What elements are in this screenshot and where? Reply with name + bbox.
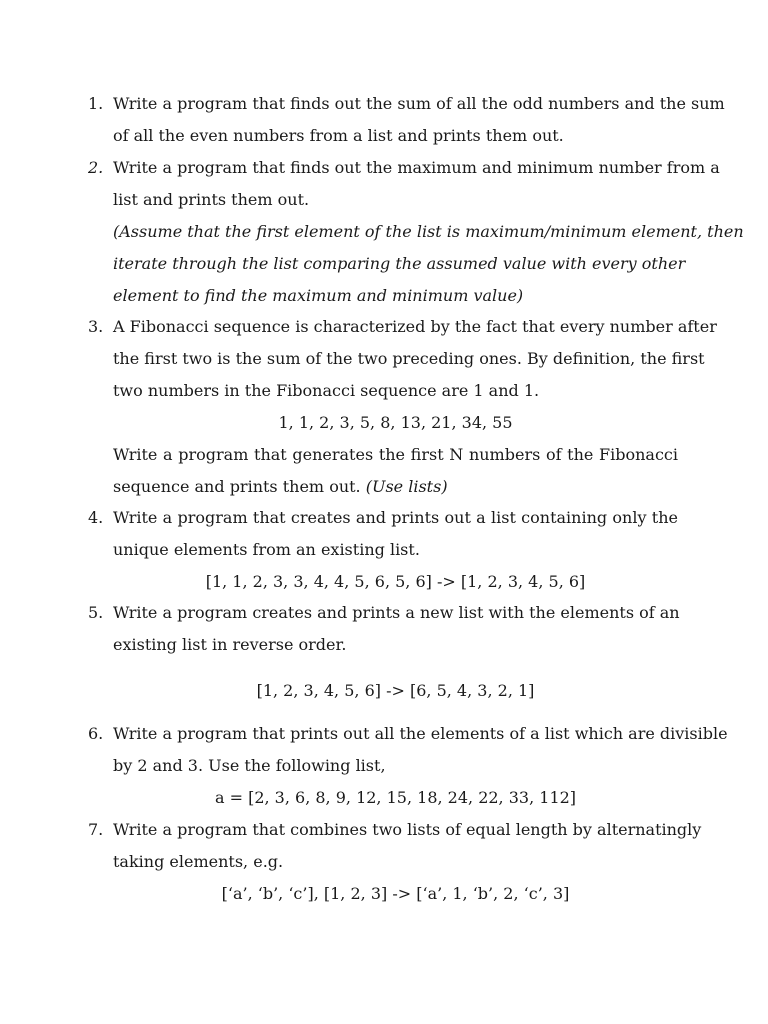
item-number: 1.	[88, 94, 104, 113]
item-note-line: iterate through the list comparing the assumed value with every other	[113, 254, 686, 273]
item-text-line: the first two is the sum of the two preceding ones. By definition, the first	[113, 349, 705, 368]
item-text-segment: sequence and prints them out.	[113, 477, 366, 496]
item-text-line: Write a program that finds out the sum of all the odd numbers and the sum	[113, 94, 725, 113]
item-text-line: Write a program that generates the first N numbers of the Fibonacci	[113, 445, 678, 464]
item-text-line: by 2 and 3. Use the following list,	[113, 756, 386, 775]
item-italic-note: (Use lists)	[365, 477, 448, 496]
item-number: 6.	[88, 724, 104, 743]
item-number: 5.	[88, 603, 104, 622]
item-example: [1, 2, 3, 4, 5, 6] -> [6, 5, 4, 3, 2, 1]	[256, 681, 535, 700]
item-example: [‘a’, ‘b’, ‘c’], [1, 2, 3] -> [‘a’, 1, ‘b’, 2, ‘c’, 3]	[221, 884, 570, 903]
item-note-line: element to find the maximum and minimum value)	[113, 286, 524, 305]
list-item-5	[88, 597, 678, 707]
item-text-line: unique elements from an existing list.	[113, 540, 420, 559]
item-example: a = [2, 3, 6, 8, 9, 12, 15, 18, 24, 22, 33, 112]	[214, 788, 577, 807]
list-item-6	[88, 718, 728, 814]
item-text-line: Write a program that prints out all the elements of a list which are divisible	[113, 724, 728, 743]
item-example: [1, 1, 2, 3, 3, 4, 4, 5, 6, 5, 6] -> [1, 2, 3, 4, 5, 6]	[205, 572, 586, 591]
list-item-4	[88, 502, 678, 598]
item-text-line: Write a program that finds out the maximum and minimum number from a	[113, 158, 720, 177]
item-number: 7.	[88, 820, 104, 839]
list-item-1	[88, 88, 725, 152]
list-item-2	[88, 152, 744, 312]
item-text-line: two numbers in the Fibonacci sequence are 1 and 1.	[113, 381, 540, 400]
item-text-line: list and prints them out.	[113, 190, 310, 209]
item-text-line: of all the even numbers from a list and prints them out.	[113, 126, 564, 145]
item-note-line: (Assume that the first element of the list is maximum/minimum element, then	[113, 222, 744, 241]
item-text-line	[113, 471, 678, 503]
item-number: 3.	[88, 317, 104, 336]
item-number: 2.	[88, 158, 104, 177]
item-text-line: Write a program creates and prints a new list with the elements of an	[113, 603, 680, 622]
item-number: 4.	[88, 508, 104, 527]
item-text-line: taking elements, e.g.	[113, 852, 284, 871]
item-text-line: existing list in reverse order.	[113, 635, 347, 654]
list-item-7	[88, 814, 702, 910]
item-example: 1, 1, 2, 3, 5, 8, 13, 21, 34, 55	[278, 413, 513, 432]
item-text-line: Write a program that creates and prints out a list containing only the	[113, 508, 678, 527]
item-text-line: Write a program that combines two lists of equal length by alternatingly	[113, 820, 702, 839]
list-item-3	[88, 311, 717, 503]
item-text-line: A Fibonacci sequence is characterized by the fact that every number after	[113, 317, 717, 336]
